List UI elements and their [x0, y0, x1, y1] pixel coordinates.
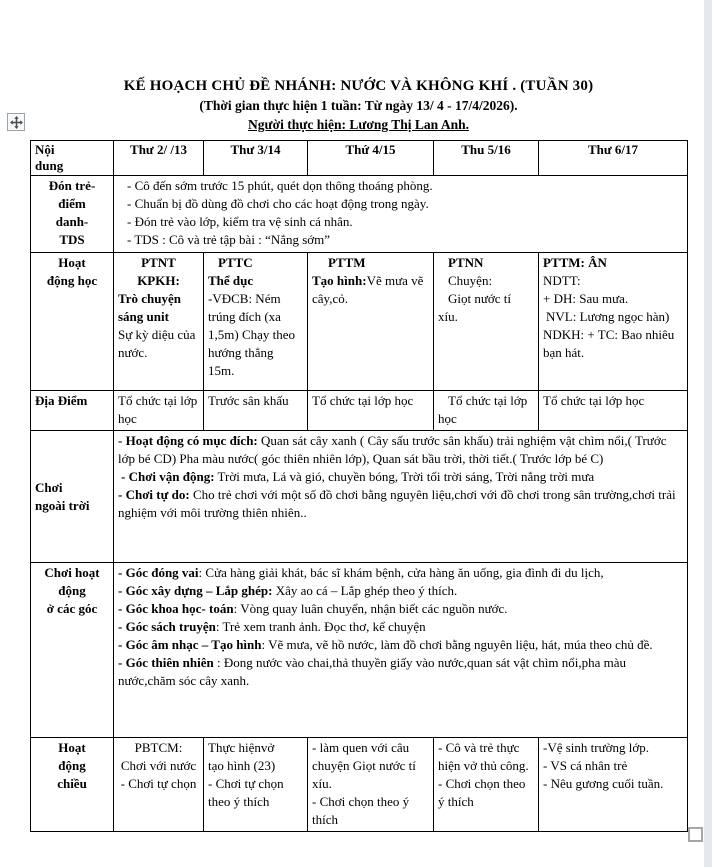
subject-code: KPKH:: [137, 273, 180, 288]
row-label-don-tre[interactable]: [31, 176, 114, 253]
row-label-text: Đón trẻ- điểm danh- TDS: [48, 178, 96, 247]
subject-code: PTTC: [218, 255, 253, 270]
row-label-hoat-dong-chieu[interactable]: [31, 738, 114, 832]
corner-item: - Góc thiên nhiên : Đong nước vào chai,thả thuyền giấy vào nước,quan sát vật chìm nổi,pha màu nước,chăm sóc cây xanh.: [118, 655, 627, 688]
cell-hoc-thu3[interactable]: [204, 253, 308, 391]
subject-code: PTNT: [141, 255, 176, 270]
cell-chieu-thu3[interactable]: [204, 738, 308, 832]
col-header-thu3[interactable]: Thư 3/14: [204, 141, 308, 176]
row-choi-hoat-dong-goc: [31, 563, 688, 738]
activity-lines: - làm quen với câu chuyện Giọt nước tí xíu. - Chơi chọn theo ý thích: [312, 740, 416, 827]
cell-dia-diem-thu2[interactable]: Tổ chức tại lớp học: [114, 391, 204, 431]
table-resize-handle[interactable]: [688, 827, 703, 842]
cell-dia-diem-thu6[interactable]: Tổ chức tại lớp học: [539, 391, 688, 431]
activity-lines: -Vệ sinh trường lớp. - VS cá nhân trẻ - Nêu gương cuối tuần.: [543, 740, 664, 791]
row-label-text: Chơi hoạt động ở các góc: [44, 565, 100, 616]
cell-chieu-thu5[interactable]: [434, 738, 539, 832]
lesson-detail: NDTT:: [543, 273, 581, 288]
lesson-detail: NDKH: + TC: Bao nhiêu bạn hát.: [543, 327, 675, 360]
row-label-choi-goc[interactable]: [31, 563, 114, 738]
page-title[interactable]: KẾ HOẠCH CHỦ ĐỀ NHÁNH: NƯỚC VÀ KHÔNG KHÍ . (TUẦN 30): [123, 78, 594, 94]
row-hoat-dong-chieu: [31, 738, 688, 832]
lesson-detail: NVL: Lương ngọc hàn): [546, 309, 670, 324]
row-choi-ngoai-troi: [31, 431, 688, 563]
row-label-text: Hoạt động chiều: [57, 740, 87, 791]
activity-item: - Chơi vận động: Trời mưa, Lá và gió, chuyền bóng, Trời tối trời sáng, Trời nắng trời mưa: [121, 469, 595, 484]
lesson-detail: Giọt nước tí xíu.: [438, 291, 512, 324]
page-subtitle[interactable]: (Thời gian thực hiện 1 tuần: Từ ngày 13/ 4 - 17/4/2026).: [199, 98, 518, 113]
activity-lines: PBTCM: Chơi với nước - Chơi tự chọn: [120, 740, 197, 791]
lesson-detail: + DH: Sau mưa.: [543, 291, 629, 306]
row-don-tre: [31, 176, 688, 253]
author-line[interactable]: Người thực hiện: Lương Thị Lan Anh.: [248, 117, 469, 132]
row-label-text: Hoạt động học: [46, 255, 98, 288]
activity-lines: - Cô và trẻ thực hiện vở thủ công. - Chơi chọn theo ý thích: [438, 740, 529, 809]
document-header: [30, 77, 687, 134]
cell-ngoai-troi-content[interactable]: [114, 431, 688, 563]
row-label-hoat-dong-hoc[interactable]: [31, 253, 114, 391]
col-header-thu5[interactable]: Thu 5/16: [434, 141, 539, 176]
corner-item: - Góc âm nhạc – Tạo hình: Vẽ mưa, vẽ hồ nước, làm đồ chơi bằng nguyên liệu, hát, múa theo chủ đề.: [118, 637, 653, 652]
col-header-noi-dung[interactable]: [31, 141, 114, 176]
lesson-detail: -VĐCB: Ném trúng đích (xa 1,5m) Chạy theo hướng thẳng 15m.: [208, 291, 296, 378]
cell-chieu-thu2[interactable]: [114, 738, 204, 832]
header-row: [31, 141, 688, 176]
row-label-dia-diem[interactable]: Địa Điểm: [31, 391, 114, 431]
cell-dia-diem-thu5[interactable]: Tổ chức tại lớp học: [434, 391, 539, 431]
cell-chieu-thu6[interactable]: [539, 738, 688, 832]
page-edge-strip: [704, 0, 712, 867]
corner-item: - Góc xây dựng – Lắp ghép: Xây ao cá – Lắp ghép theo ý thích.: [118, 583, 458, 598]
cell-chieu-thu4[interactable]: [308, 738, 434, 832]
row-label-choi-ngoai-troi[interactable]: [31, 431, 114, 563]
cell-hoc-thu2[interactable]: [114, 253, 204, 391]
corner-item: - Góc khoa học- toán: Vòng quay luân chuyển, nhận biết các nguồn nước.: [118, 601, 508, 616]
corner-item: - Góc đóng vai: Cửa hàng giải khát, bác sĩ khám bệnh, cửa hàng ăn uống, gia đình đi du lịch,: [118, 565, 604, 580]
cell-goc-content[interactable]: [114, 563, 688, 738]
row-hoat-dong-hoc: [31, 253, 688, 391]
table-move-handle[interactable]: [7, 113, 25, 131]
lesson-title: Chuyện:: [448, 273, 493, 288]
cell-hoc-thu6[interactable]: [539, 253, 688, 391]
col-header-thu2[interactable]: Thư 2/ /13: [114, 141, 204, 176]
row-label-text: Chơi ngoài trời: [35, 479, 90, 513]
corner-label: Nội dung: [35, 142, 64, 173]
activity-lines: Thực hiệnvở tạo hình (23) - Chơi tự chọn theo ý thích: [208, 740, 284, 809]
activity-item: - Hoạt động có mục đích: Quan sát cây xanh ( Cây sấu trước sân khấu) trải nghiệm vật chìm nổi,( Trước lớp bé CD) Pha màu nước( góc thiên nhiên lớp), Quan sát bầu trời, thời tiết.( Trước lớp bé C): [118, 433, 667, 466]
col-header-thu4[interactable]: Thứ 4/15: [308, 141, 434, 176]
lesson-title: Trò chuyện sáng unit: [118, 291, 181, 324]
lesson-title: Thể dục: [208, 273, 254, 288]
corner-item: - Góc sách truyện: Trẻ xem tranh ảnh. Đọc thơ, kể chuyện: [118, 619, 426, 634]
lesson-plan-table: [30, 140, 688, 832]
cell-don-tre-content[interactable]: [114, 176, 688, 253]
cell-dia-diem-thu3[interactable]: Trước sân khấu: [204, 391, 308, 431]
subject-code: PTTM: [328, 255, 366, 270]
row-dia-diem: [31, 391, 688, 431]
col-header-thu6[interactable]: Thư 6/17: [539, 141, 688, 176]
subject-code: PTTM: ÂN: [543, 255, 607, 270]
activity-item: - Chơi tự do: Cho trẻ chơi với một số đồ chơi bằng nguyên liệu,chơi với đồ chơi trong sân trường,chơi trải nghiệm với môi trường thiên nhiên..: [118, 487, 676, 520]
cell-dia-diem-thu4[interactable]: Tổ chức tại lớp học: [308, 391, 434, 431]
cell-hoc-thu4[interactable]: [308, 253, 434, 391]
activity-lines: - Cô đến sớm trước 15 phút, quét dọn thông thoáng phòng. - Chuẩn bị đồ dùng đồ chơi cho các hoạt động trong ngày. - Đón trẻ vào lớp, kiểm tra vệ sinh cá nhân. - TDS : Cô và trẻ tập bài : “Nắng sớm”: [127, 178, 433, 247]
lesson-detail: Sự kỳ diệu của nước.: [118, 327, 196, 360]
lesson-detail: Tạo hình:Vẽ mưa vẽ cây,cỏ.: [312, 273, 424, 306]
move-icon: [10, 116, 23, 129]
subject-code: PTNN: [448, 255, 484, 270]
cell-hoc-thu5[interactable]: [434, 253, 539, 391]
